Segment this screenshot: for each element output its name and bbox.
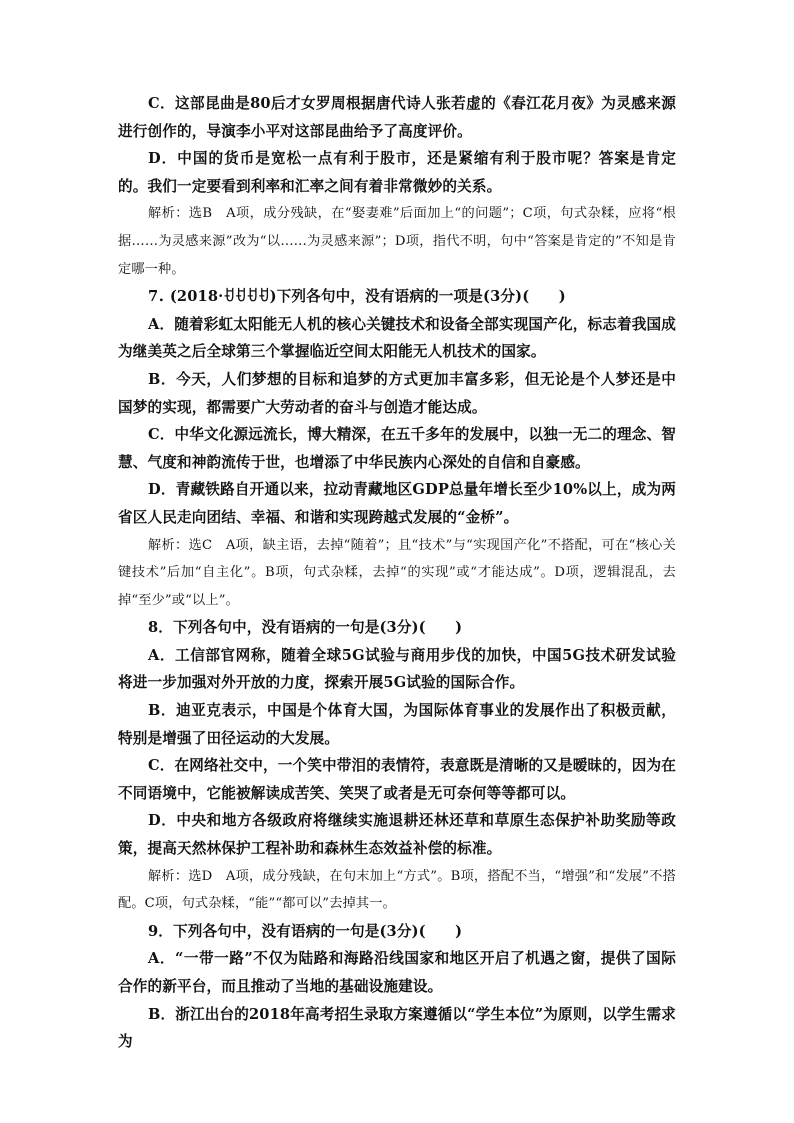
- option-b-q9: B．浙江出台的2018年高考招生录取方案遵循以“学生本位”为原则，以学生需求为: [118, 1005, 676, 1051]
- option-c-q8: C．在网络社交中，一个笑中带泪的表情符，表意既是清晰的又是暧昧的，因为在不同语境中，它能被解读成苦笑、笑哭了或者是无可奈何等等都可以。: [118, 757, 676, 802]
- answer-explanation-q6: 解析：选B A项，成分残缺，在“娶妻难”后面加上“的问题”；C项，句式杂糅，应将“根据……为灵感来源”改为“以……为灵感来源”；D项，指代不明，句中“答案是肯定的”不知是肯定哪一种。: [118, 206, 676, 277]
- option-d-q8: D．中央和地方各级政府将继续实施退耕还林还草和草原生态保护补助奖励等政策，提高天然林保护工程补助和森林生态效益补偿的标准。: [118, 812, 676, 858]
- option-d-q7: D．青藏铁路自开通以来，拉动青藏地区GDP总量年增长至少10%以上，成为两省区人民走向团结、幸福、和谐和实现跨越式发展的“金桥”。: [118, 481, 676, 526]
- option-d-q6: D．中国的货币是宽松一点有利于股市，还是紧缩有利于股市呢？答案是肯定的。我们一定要看到利率和汇率之间有着非常微妙的关系。: [118, 150, 676, 195]
- option-b-q7: B．今天，人们梦想的目标和追梦的方式更加丰富多彩，但无论是个人梦还是中国梦的实现，都需要广大劳动者的奋斗与创造才能达成。: [118, 370, 676, 416]
- option-c-q6: C．这部昆曲是80后才女罗周根据唐代诗人张若虚的《春江花月夜》为灵感来源进行创作的，导演李小平对这部昆曲给予了高度评价。: [118, 95, 676, 140]
- page-content: [118, 90, 676, 1056]
- option-c-q7: C．中华文化源远流长，博大精深，在五千多年的发展中，以独一无二的理念、智慧、气度和神韵流传于世，也增添了中华民族内心深处的自信和自豪感。: [118, 426, 676, 471]
- question-9: 9．下列各句中，没有语病的一句是(3分)( ): [148, 922, 463, 940]
- answer-explanation-q8: 解析：选D A项，成分残缺，在句末加上“方式”。B项，搭配不当，“增强”和“发展”不搭配。C项，句式杂糅，“能”“都可以”去掉其一。: [118, 868, 676, 912]
- option-a-q8: A．工信部官网称，随着全球5G试验与商用步伐的加快，中国5G技术研发试验将进一步加强对外开放的力度，探索开展5G试验的国际合作。: [118, 646, 676, 692]
- question-8: 8．下列各句中，没有语病的一句是(3分)( ): [148, 619, 463, 637]
- option-a-q7: A．随着彩虹太阳能无人机的核心关键技术和设备全部实现国产化，标志着我国成为继美英之后全球第三个掌握临近空间太阳能无人机技术的国家。: [118, 315, 676, 361]
- question-7: 7．(2018·ꀀꀀꀀꀀ)下列各句中，没有语病的一项是(3分)( ): [148, 288, 566, 306]
- answer-explanation-q7: 解析：选C A项，缺主语，去掉“随着”；且“技术”与“实现国产化”不搭配，可在“核心关键技术”后加“自主化”。B项，句式杂糅，去掉“的实现”或“才能达成”。D项，逻辑混乱，去掉“至少”或“以上”。: [118, 537, 676, 608]
- option-a-q9: A．“一带一路”不仅为陆路和海路沿线国家和地区开启了机遇之窗，提供了国际合作的新平台，而且推动了当地的基础设施建设。: [118, 950, 676, 995]
- option-b-q8: B．迪亚克表示，中国是个体育大国，为国际体育事业的发展作出了积极贡献，特别是增强了田径运动的大发展。: [118, 702, 676, 747]
